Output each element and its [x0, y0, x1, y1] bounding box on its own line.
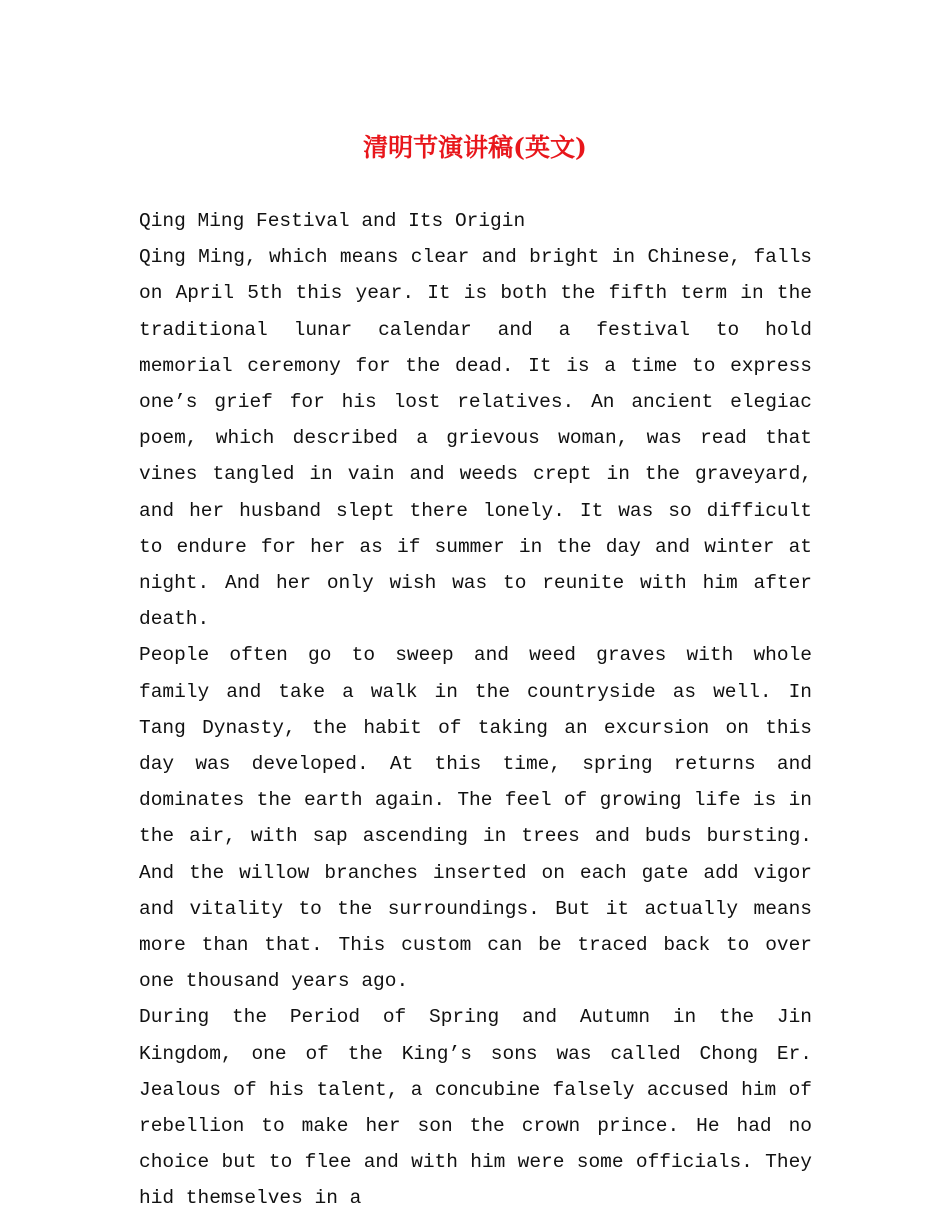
paragraph-2: People often go to sweep and weed graves with whole family and take a walk in the countryside as well. In Tang Dynasty, the habit of taking an excursion on this day was developed. At this time, spring returns and dominates the earth again. The feel of growing life is in the air, with sap ascending in trees and buds bursting. And the willow branches inserted on each gate add vigor and vitality to the surroundings. But it actually means more than that. This custom can be traced back to over one thousand years ago. — [139, 644, 812, 993]
paragraph-1: Qing Ming, which means clear and bright in Chinese, falls on April 5th this year. It is both the fifth term in the traditional lunar calendar and a festival to hold memorial ceremony for the dead. It is a time to express one’s grief for his lost relatives. An ancient elegiac poem, which described a grievous woman, was read that vines tangled in vain and weeds crept in the graveyard, and her husband slept there lonely. It was so difficult to endure for her as if summer in the day and winter at night. And her only wish was to reunite with him after death. — [139, 246, 812, 631]
paragraph-3: During the Period of Spring and Autumn in the Jin Kingdom, one of the King’s sons was called Chong Er. Jealous of his talent, a concubine falsely accused him of rebellion to make her son the crown prince. He had no choice but to flee and with him were some officials. They hid themselves in a — [139, 1006, 812, 1210]
document-body — [139, 203, 812, 1217]
document-title: 清明节演讲稿(英文) — [363, 133, 587, 162]
section-heading: Qing Ming Festival and Its Origin — [139, 210, 526, 232]
